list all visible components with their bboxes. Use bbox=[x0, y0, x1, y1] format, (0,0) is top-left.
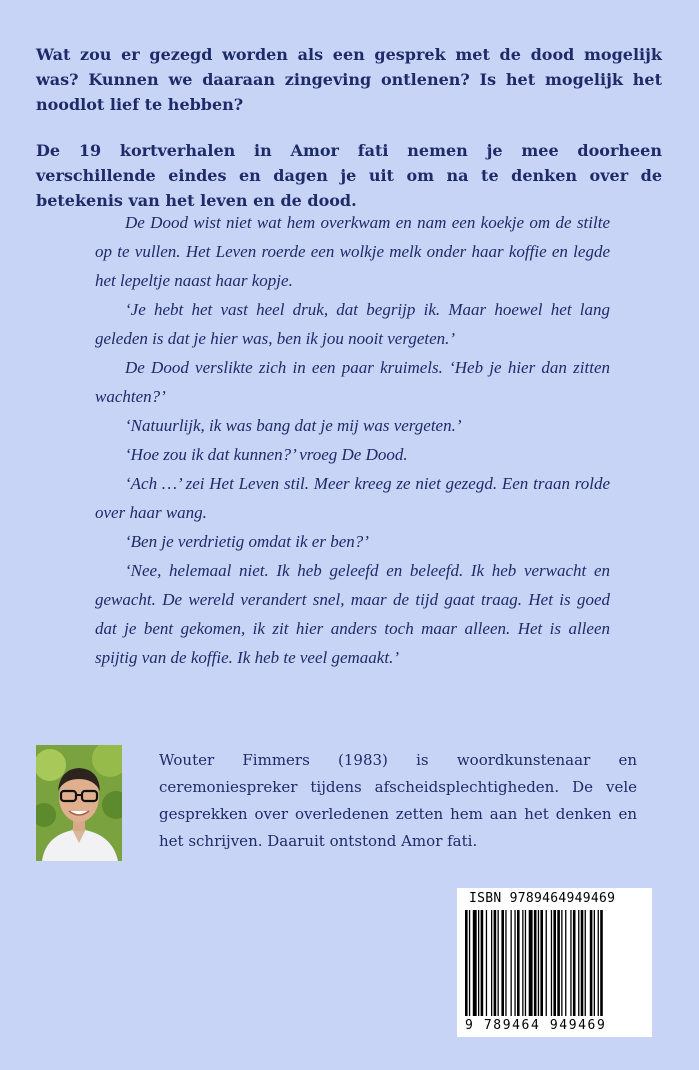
excerpt-paragraph: ‘Natuurlijk, ik was bang dat je mij was vergeten.’ bbox=[125, 416, 462, 435]
author-bio: Wouter Fimmers (1983) is woordkunstenaar en ceremoniespreker tijdens afscheidsplechtigheden. De vele gesprekken over overledenen zetten hem aan het denken en het schrijven. Daaruit ontstond Amor fati. bbox=[159, 751, 637, 850]
isbn-barcode bbox=[457, 888, 652, 1037]
author-portrait-icon bbox=[36, 745, 122, 861]
excerpt-paragraph: ‘Ben je verdrietig omdat ik er ben?’ bbox=[125, 532, 369, 551]
excerpt-paragraph: ‘Hoe zou ik dat kunnen?’ vroeg De Dood. bbox=[125, 445, 408, 464]
excerpt-paragraph: De Dood verslikte zich in een paar kruimels. ‘Heb je hier dan zitten wachten?’ bbox=[95, 358, 610, 406]
excerpt-paragraph: ‘Ach …’ zei Het Leven stil. Meer kreeg ze niet gezegd. Een traan rolde over haar wang. bbox=[95, 474, 610, 522]
barcode-bars-icon bbox=[465, 910, 645, 1016]
isbn-label: ISBN 9789464949469 bbox=[469, 891, 616, 906]
blurb-paragraph-2: De 19 kortverhalen in Amor fati nemen je mee doorheen verschillende eindes en dagen je uit om na te denken over de betekenis van het leven en de dood. bbox=[36, 141, 662, 210]
excerpt-paragraph: ‘Je hebt het vast heel druk, dat begrijp ik. Maar hoewel het lang geleden is dat je hier was, ben ik jou nooit vergeten.’ bbox=[95, 300, 610, 348]
author-photo bbox=[36, 745, 122, 861]
blurb-paragraph-1: Wat zou er gezegd worden als een gesprek met de dood mogelijk was? Kunnen we daaraan zingeving ontlenen? Is het mogelijk het noodlot lief te hebben? bbox=[36, 45, 662, 114]
back-cover-blurb bbox=[36, 42, 662, 234]
isbn-digits: 9 789464 949469 bbox=[465, 1018, 607, 1033]
excerpt-paragraph: ‘Nee, helemaal niet. Ik heb geleefd en beleefd. Ik heb verwacht en gewacht. De wereld verandert snel, maar de tijd gaat traag. Het is goed dat je bent gekomen, ik zit hier anders toch maar alleen. Het is alleen spijtig van de koffie. Ik heb te veel gemaakt.’ bbox=[95, 561, 610, 667]
excerpt-paragraph: De Dood wist niet wat hem overkwam en nam een koekje om de stilte op te vullen. Het Leven roerde een wolkje melk onder haar koffie en legde het lepeltje naast haar kopje. bbox=[95, 213, 610, 290]
story-excerpt bbox=[95, 208, 610, 672]
